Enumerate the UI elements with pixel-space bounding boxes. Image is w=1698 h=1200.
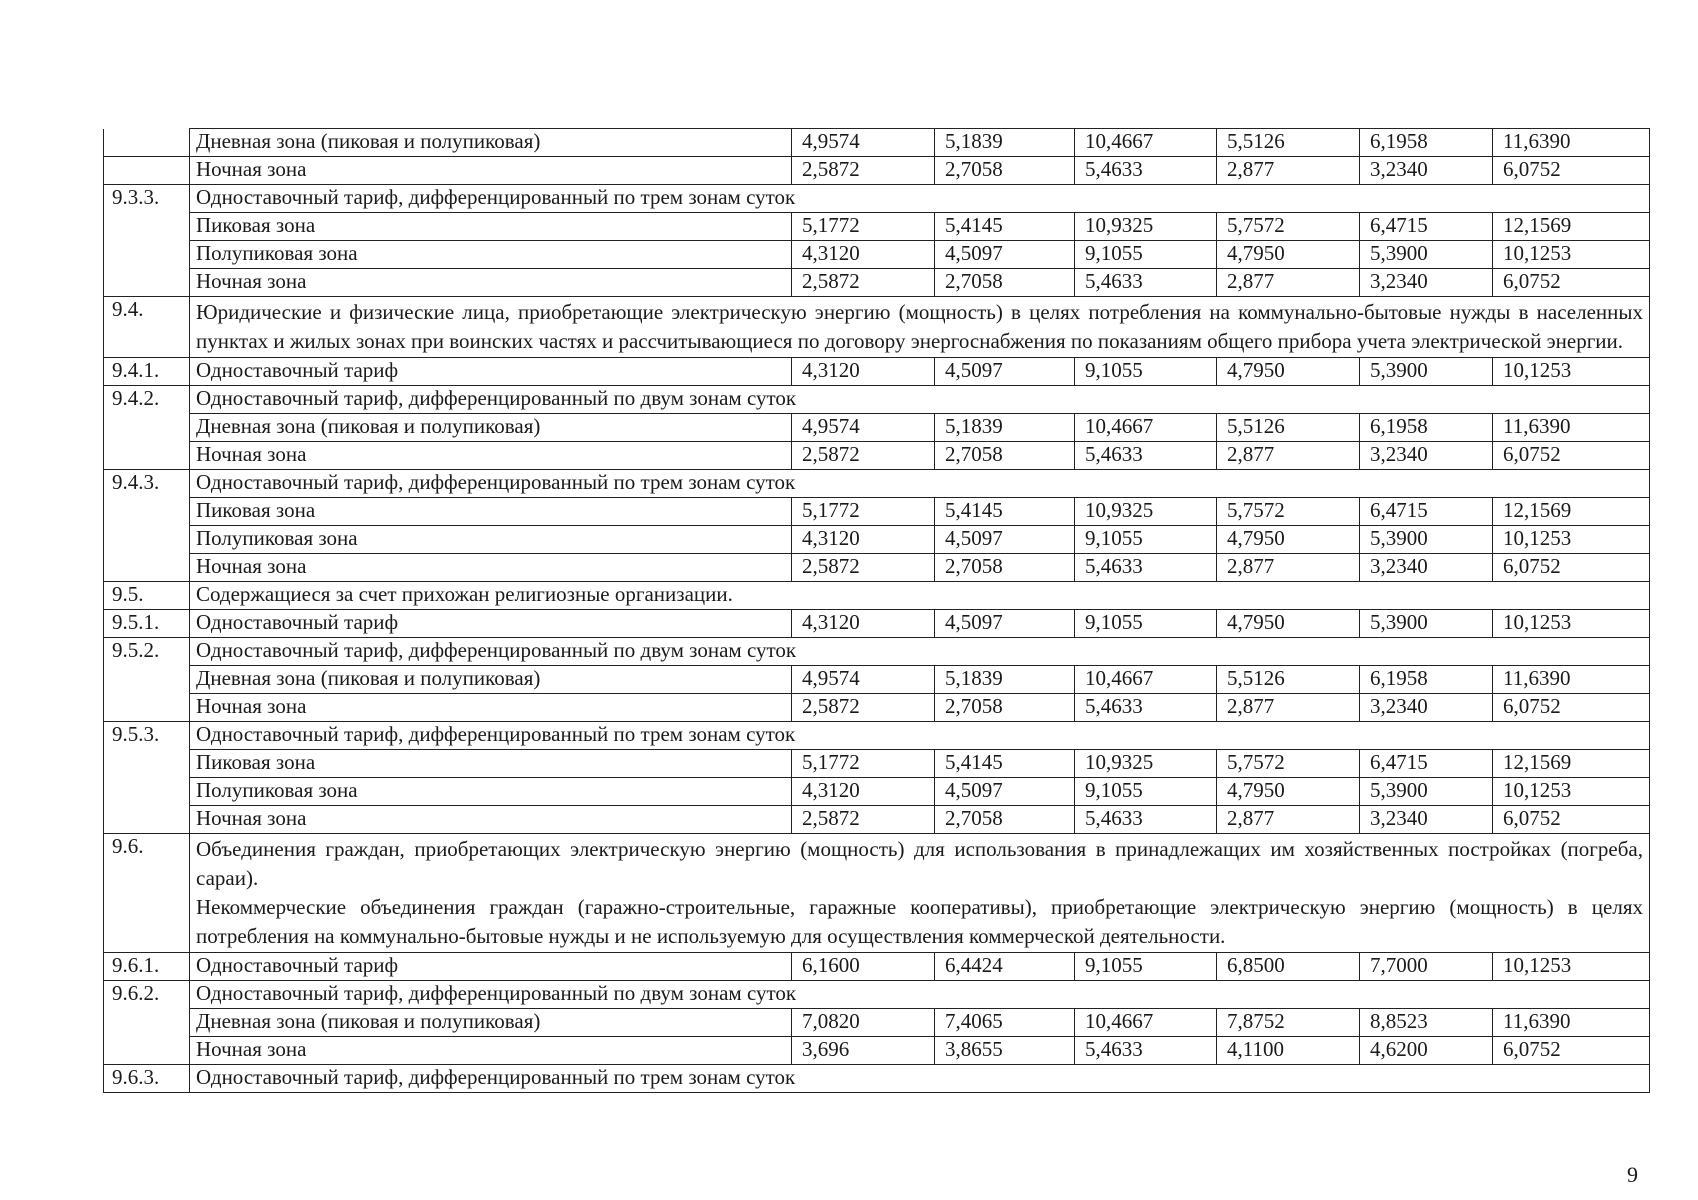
tariff-value: 10,1253	[1493, 778, 1650, 806]
tariff-value: 6,1958	[1360, 666, 1493, 694]
tariff-value: 7,4065	[935, 1009, 1075, 1037]
row-label: Содержащиеся за счет прихожан религиозные организации.	[190, 582, 1650, 610]
table-row	[104, 414, 1650, 442]
row-code: 9.6.2.	[104, 981, 190, 1009]
tariff-value: 11,6390	[1493, 129, 1650, 157]
tariff-value: 10,4667	[1075, 1009, 1217, 1037]
tariff-value: 6,0752	[1493, 694, 1650, 722]
row-code: 9.6.3.	[104, 1065, 190, 1093]
tariff-value: 5,4633	[1075, 806, 1217, 834]
tariff-value: 9,1055	[1075, 241, 1217, 269]
table-row	[104, 358, 1650, 386]
tariff-value: 3,2340	[1360, 694, 1493, 722]
tariff-value: 10,4667	[1075, 129, 1217, 157]
row-code	[104, 778, 190, 806]
tariff-value: 4,7950	[1217, 778, 1360, 806]
tariff-value: 5,1772	[792, 750, 935, 778]
tariff-value: 2,877	[1217, 806, 1360, 834]
tariff-value: 2,877	[1217, 694, 1360, 722]
row-code: 9.6.	[104, 834, 190, 953]
table-row	[104, 213, 1650, 241]
table-row	[104, 185, 1650, 213]
row-label: Ночная зона	[190, 1037, 792, 1065]
tariff-value: 4,5097	[935, 778, 1075, 806]
table-row	[104, 1037, 1650, 1065]
tariff-value: 5,4145	[935, 750, 1075, 778]
row-label: Дневная зона (пиковая и полупиковая)	[190, 1009, 792, 1037]
table-row	[104, 442, 1650, 470]
row-code	[104, 414, 190, 442]
tariff-value: 5,1772	[792, 213, 935, 241]
page-number: 9	[1627, 1162, 1638, 1187]
table-row	[104, 297, 1650, 358]
row-label	[190, 834, 1650, 953]
table-row	[104, 582, 1650, 610]
tariff-value: 6,8500	[1217, 953, 1360, 981]
tariff-value: 4,5097	[935, 526, 1075, 554]
row-code	[104, 498, 190, 526]
table-row	[104, 386, 1650, 414]
table-row	[104, 953, 1650, 981]
tariff-value: 4,7950	[1217, 610, 1360, 638]
table-row	[104, 981, 1650, 1009]
row-code: 9.6.1.	[104, 953, 190, 981]
row-code	[104, 666, 190, 694]
tariff-value: 10,1253	[1493, 610, 1650, 638]
row-label: Дневная зона (пиковая и полупиковая)	[190, 129, 792, 157]
row-code: 9.5.2.	[104, 638, 190, 666]
row-label: Ночная зона	[190, 694, 792, 722]
tariff-value: 5,3900	[1360, 358, 1493, 386]
tariff-value: 5,7572	[1217, 750, 1360, 778]
row-code	[104, 1037, 190, 1065]
row-code: 9.4.	[104, 297, 190, 358]
tariff-value: 4,3120	[792, 526, 935, 554]
category-description: Объединения граждан, приобретающих электрическую энергию (мощность) для использования в принадлежащих им хозяйственных постройках (погреба, сараи).	[196, 837, 1643, 890]
table-row	[104, 750, 1650, 778]
table-row	[104, 470, 1650, 498]
tariff-value: 5,5126	[1217, 666, 1360, 694]
tariff-value: 10,1253	[1493, 526, 1650, 554]
row-label: Одноставочный тариф, дифференцированный по трем зонам суток	[190, 722, 1650, 750]
tariff-value: 2,7058	[935, 806, 1075, 834]
tariff-value: 2,877	[1217, 442, 1360, 470]
tariff-value: 2,5872	[792, 806, 935, 834]
tariff-value: 9,1055	[1075, 953, 1217, 981]
tariff-value: 9,1055	[1075, 358, 1217, 386]
row-label: Полупиковая зона	[190, 241, 792, 269]
tariff-value: 5,4633	[1075, 442, 1217, 470]
tariff-value: 5,4633	[1075, 694, 1217, 722]
tariff-value: 7,8752	[1217, 1009, 1360, 1037]
table-row	[104, 666, 1650, 694]
tariff-value: 6,0752	[1493, 269, 1650, 297]
tariff-value: 6,0752	[1493, 442, 1650, 470]
tariff-value: 4,7950	[1217, 526, 1360, 554]
row-code: 9.4.2.	[104, 386, 190, 414]
row-label: Ночная зона	[190, 269, 792, 297]
tariff-value: 3,2340	[1360, 157, 1493, 185]
tariff-table	[103, 128, 1650, 1093]
tariff-value: 5,7572	[1217, 213, 1360, 241]
tariff-value: 7,7000	[1360, 953, 1493, 981]
tariff-value: 2,5872	[792, 694, 935, 722]
tariff-value: 6,0752	[1493, 1037, 1650, 1065]
tariff-value: 6,0752	[1493, 554, 1650, 582]
tariff-value: 5,3900	[1360, 526, 1493, 554]
tariff-value: 10,4667	[1075, 414, 1217, 442]
tariff-value: 4,7950	[1217, 358, 1360, 386]
tariff-value: 3,8655	[935, 1037, 1075, 1065]
tariff-value: 12,1569	[1493, 213, 1650, 241]
row-label: Пиковая зона	[190, 498, 792, 526]
tariff-value: 2,5872	[792, 269, 935, 297]
tariff-value: 2,877	[1217, 157, 1360, 185]
tariff-value: 3,696	[792, 1037, 935, 1065]
tariff-value: 10,1253	[1493, 241, 1650, 269]
tariff-value: 6,4715	[1360, 750, 1493, 778]
row-label: Ночная зона	[190, 806, 792, 834]
tariff-value: 4,3120	[792, 778, 935, 806]
tariff-value: 2,877	[1217, 269, 1360, 297]
row-code	[104, 526, 190, 554]
row-label: Одноставочный тариф, дифференцированный по двум зонам суток	[190, 386, 1650, 414]
tariff-value: 4,1100	[1217, 1037, 1360, 1065]
tariff-value: 10,9325	[1075, 498, 1217, 526]
row-code: 9.5.	[104, 582, 190, 610]
tariff-value: 3,2340	[1360, 806, 1493, 834]
row-code	[104, 806, 190, 834]
tariff-value: 2,7058	[935, 554, 1075, 582]
row-label: Ночная зона	[190, 554, 792, 582]
tariff-value: 9,1055	[1075, 778, 1217, 806]
row-code	[104, 129, 190, 157]
row-code: 9.5.1.	[104, 610, 190, 638]
row-code: 9.4.1.	[104, 358, 190, 386]
tariff-value: 7,0820	[792, 1009, 935, 1037]
tariff-value: 6,4715	[1360, 498, 1493, 526]
tariff-value: 2,7058	[935, 694, 1075, 722]
tariff-value: 10,1253	[1493, 953, 1650, 981]
tariff-value: 11,6390	[1493, 1009, 1650, 1037]
tariff-value: 2,5872	[792, 554, 935, 582]
tariff-value: 5,4633	[1075, 1037, 1217, 1065]
table-row	[104, 778, 1650, 806]
tariff-value: 4,3120	[792, 610, 935, 638]
tariff-value: 4,3120	[792, 358, 935, 386]
row-label: Одноставочный тариф	[190, 953, 792, 981]
row-label: Полупиковая зона	[190, 778, 792, 806]
table-row	[104, 157, 1650, 185]
tariff-value: 3,2340	[1360, 442, 1493, 470]
row-label: Одноставочный тариф	[190, 610, 792, 638]
tariff-value: 5,1839	[935, 666, 1075, 694]
category-description: Юридические и физические лица, приобретающие электрическую энергию (мощность) в целях потребления на коммунально-бытовые нужды в населенных пунктах и жилых зонах при воинских частях и рассчитывающиеся по договору энергоснабжения по показаниям общего прибора учета электрической энергии.	[196, 300, 1643, 353]
tariff-value: 5,3900	[1360, 778, 1493, 806]
tariff-value: 11,6390	[1493, 414, 1650, 442]
row-label: Полупиковая зона	[190, 526, 792, 554]
row-code	[104, 554, 190, 582]
category-description-extra: Некоммерческие объединения граждан (гаражно-строительные, гаражные кооперативы), приобретающие электрическую энергию (мощность) в целях потребления на коммунально-бытовые нужды и не используемую для осуществления коммерческой деятельности.	[196, 895, 1643, 948]
tariff-value: 2,5872	[792, 442, 935, 470]
row-label: Одноставочный тариф, дифференцированный по двум зонам суток	[190, 638, 1650, 666]
row-code	[104, 241, 190, 269]
tariff-value: 2,7058	[935, 269, 1075, 297]
tariff-value: 10,4667	[1075, 666, 1217, 694]
tariff-value: 10,1253	[1493, 358, 1650, 386]
tariff-value: 2,5872	[792, 157, 935, 185]
tariff-value: 5,4145	[935, 498, 1075, 526]
row-code	[104, 442, 190, 470]
table-row	[104, 498, 1650, 526]
row-label: Пиковая зона	[190, 213, 792, 241]
tariff-value: 5,3900	[1360, 610, 1493, 638]
tariff-value: 4,5097	[935, 610, 1075, 638]
tariff-value: 9,1055	[1075, 610, 1217, 638]
tariff-value: 2,7058	[935, 157, 1075, 185]
table-row	[104, 638, 1650, 666]
row-label: Одноставочный тариф, дифференцированный по трем зонам суток	[190, 185, 1650, 213]
tariff-value: 3,2340	[1360, 269, 1493, 297]
row-label: Ночная зона	[190, 442, 792, 470]
row-code	[104, 213, 190, 241]
tariff-value: 2,7058	[935, 442, 1075, 470]
tariff-value: 8,8523	[1360, 1009, 1493, 1037]
tariff-value: 11,6390	[1493, 666, 1650, 694]
table-row	[104, 610, 1650, 638]
row-label: Ночная зона	[190, 157, 792, 185]
tariff-value: 4,7950	[1217, 241, 1360, 269]
table-row	[104, 806, 1650, 834]
tariff-value: 6,0752	[1493, 806, 1650, 834]
table-row	[104, 269, 1650, 297]
tariff-value: 12,1569	[1493, 498, 1650, 526]
tariff-value: 4,5097	[935, 241, 1075, 269]
tariff-value: 5,5126	[1217, 414, 1360, 442]
tariff-value: 9,1055	[1075, 526, 1217, 554]
row-code: 9.5.3.	[104, 722, 190, 750]
tariff-value: 5,4633	[1075, 157, 1217, 185]
tariff-value: 6,4715	[1360, 213, 1493, 241]
row-code	[104, 157, 190, 185]
tariff-value: 2,877	[1217, 554, 1360, 582]
row-code: 9.4.3.	[104, 470, 190, 498]
row-label: Одноставочный тариф, дифференцированный по трем зонам суток	[190, 1065, 1650, 1093]
table-row	[104, 1065, 1650, 1093]
row-label: Одноставочный тариф	[190, 358, 792, 386]
tariff-value: 5,4633	[1075, 554, 1217, 582]
tariff-value: 6,1958	[1360, 414, 1493, 442]
row-code	[104, 694, 190, 722]
table-row	[104, 129, 1650, 157]
row-code	[104, 269, 190, 297]
tariff-value: 4,9574	[792, 666, 935, 694]
tariff-value: 5,1772	[792, 498, 935, 526]
tariff-value: 4,9574	[792, 129, 935, 157]
row-code: 9.3.3.	[104, 185, 190, 213]
row-label	[190, 297, 1650, 358]
tariff-value: 5,1839	[935, 414, 1075, 442]
tariff-value: 10,9325	[1075, 750, 1217, 778]
tariff-value: 6,1958	[1360, 129, 1493, 157]
table-row	[104, 722, 1650, 750]
tariff-value: 5,5126	[1217, 129, 1360, 157]
tariff-value: 12,1569	[1493, 750, 1650, 778]
table-row	[104, 554, 1650, 582]
table-row	[104, 694, 1650, 722]
tariff-value: 6,0752	[1493, 157, 1650, 185]
tariff-value: 5,7572	[1217, 498, 1360, 526]
tariff-value: 4,6200	[1360, 1037, 1493, 1065]
row-code	[104, 1009, 190, 1037]
row-label: Одноставочный тариф, дифференцированный по трем зонам суток	[190, 470, 1650, 498]
table-row	[104, 834, 1650, 953]
tariff-value: 3,2340	[1360, 554, 1493, 582]
tariff-value: 10,9325	[1075, 213, 1217, 241]
tariff-value: 4,5097	[935, 358, 1075, 386]
row-code	[104, 750, 190, 778]
row-label: Пиковая зона	[190, 750, 792, 778]
tariff-value: 5,4145	[935, 213, 1075, 241]
tariff-value: 6,1600	[792, 953, 935, 981]
tariff-value: 4,9574	[792, 414, 935, 442]
row-label: Дневная зона (пиковая и полупиковая)	[190, 414, 792, 442]
table-row	[104, 241, 1650, 269]
tariff-value: 5,1839	[935, 129, 1075, 157]
tariff-value: 4,3120	[792, 241, 935, 269]
row-label: Дневная зона (пиковая и полупиковая)	[190, 666, 792, 694]
row-label: Одноставочный тариф, дифференцированный по двум зонам суток	[190, 981, 1650, 1009]
tariff-value: 5,3900	[1360, 241, 1493, 269]
tariff-value: 6,4424	[935, 953, 1075, 981]
table-row	[104, 1009, 1650, 1037]
tariff-value: 5,4633	[1075, 269, 1217, 297]
table-row	[104, 526, 1650, 554]
